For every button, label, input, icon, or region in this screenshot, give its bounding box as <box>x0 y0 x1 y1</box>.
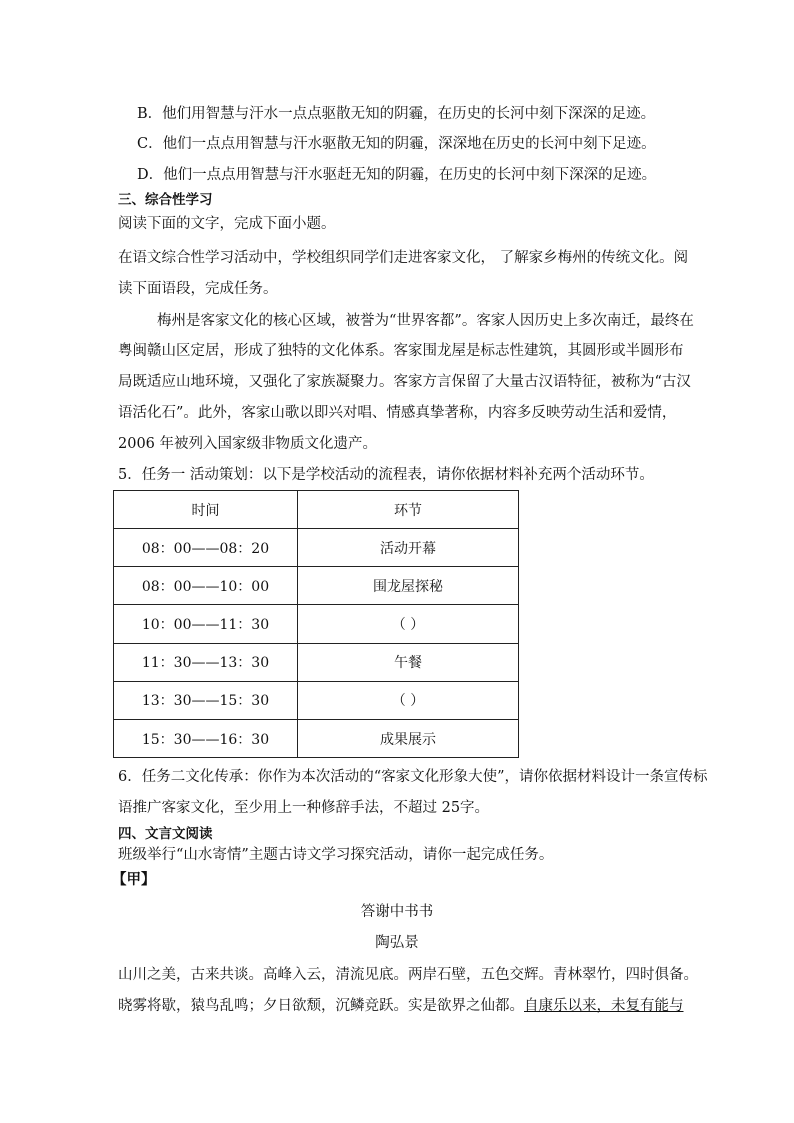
table-cell-segment: 围龙屋探秘 <box>298 567 519 605</box>
classical-text-author: 陶弘景 <box>375 935 419 951</box>
table-row <box>114 643 519 681</box>
option-b: B．他们用智慧与汗水一点点驱散无知的阴霾，在历史的长河中刻下深深的足迹。 <box>137 106 656 122</box>
question-6-line-1: 6．任务二文化传承：你作为本次活动的“客家文化形象大使”，请你依据材料设计一条宣传标 <box>118 769 708 785</box>
section3-intro: 阅读下面的文字，完成下面小题。 <box>118 216 336 232</box>
table-row <box>114 681 519 719</box>
table-row <box>114 529 519 567</box>
table-header-row <box>114 491 519 529</box>
table-cell-time: 10：00——11：30 <box>114 605 298 643</box>
classical-text-line-2-underlined: 自康乐以来，未复有能与 <box>524 998 684 1014</box>
passage-line-2: 粤闽赣山区定居，形成了独特的文化体系。客家围龙屋是标志性建筑，其圆形或半圆形布 <box>118 343 684 359</box>
passage-line-3: 局既适应山地环境，又强化了家族凝聚力。客家方言保留了大量古汉语特征，被称为“古汉 <box>118 374 691 390</box>
classical-text-line-1: 山川之美，古来共谈。高峰入云，清流见底。两岸石壁，五色交辉。青林翠竹，四时俱备。 <box>118 967 698 983</box>
question-5: 5．任务一 活动策划：以下是学校活动的流程表，请你依据材料补充两个活动环节。 <box>118 467 654 483</box>
table-row <box>114 605 519 643</box>
classical-text-title: 答谢中书书 <box>360 904 434 920</box>
table-cell-time: 08：00——10：00 <box>114 567 298 605</box>
question-6-line-2: 语推广客家文化，至少用上一种修辞手法，不超过 25字。 <box>118 800 490 816</box>
table-cell-time: 08：00——08：20 <box>114 529 298 567</box>
passage-line-5: 2006 年被列入国家级非物质文化遗产。 <box>118 436 378 452</box>
table-cell-segment-blank: （ ） <box>298 605 519 643</box>
table-row <box>114 567 519 605</box>
table-cell-segment: 午餐 <box>298 643 519 681</box>
table-cell-time: 13：30——15：30 <box>114 681 298 719</box>
activity-schedule-table <box>113 490 519 758</box>
option-c: C．他们一点点用智慧与汗水驱散无知的阴霾，深深地在历史的长河中刻下足迹。 <box>137 136 656 152</box>
passage-line-4: 语活化石”。此外，客家山歌以即兴对唱、情感真挚著称，内容多反映劳动生活和爱情， <box>118 405 677 421</box>
passage-line-1: 梅州是客家文化的核心区域，被誉为“世界客都”。客家人因历史上多次南迁，最终在 <box>157 313 694 329</box>
task-line-2: 读下面语段，完成任务。 <box>118 281 278 297</box>
classical-text-line-2-plain: 晓雾将歇，猿鸟乱鸣；夕日欲颓，沉鳞竞跃。实是欲界之仙都。 <box>118 998 524 1014</box>
classical-text-line-2 <box>118 996 684 1016</box>
task-line-1: 在语文综合性学习活动中，学校组织同学们走进客家文化， 了解家乡梅州的传统文化。阅 <box>118 250 689 266</box>
section-heading-3: 三、综合性学习 <box>118 192 213 208</box>
table-cell-segment-blank: （ ） <box>298 681 519 719</box>
section4-intro: 班级举行“山水寄情”主题古诗文学习探究活动，请你一起完成任务。 <box>118 847 554 863</box>
table-header-segment: 环节 <box>298 491 519 529</box>
table-cell-segment: 活动开幕 <box>298 529 519 567</box>
table-header-time: 时间 <box>114 491 298 529</box>
text-label-jia: 【甲】 <box>112 871 156 888</box>
table-cell-time: 11：30——13：30 <box>114 643 298 681</box>
table-cell-time: 15：30——16：30 <box>114 719 298 757</box>
section-heading-4: 四、文言文阅读 <box>118 826 213 842</box>
option-d: D．他们一点点用智慧与汗水驱赶无知的阴霾，在历史的长河中刻下深深的足迹。 <box>137 167 657 183</box>
table-row <box>114 719 519 757</box>
table-cell-segment: 成果展示 <box>298 719 519 757</box>
